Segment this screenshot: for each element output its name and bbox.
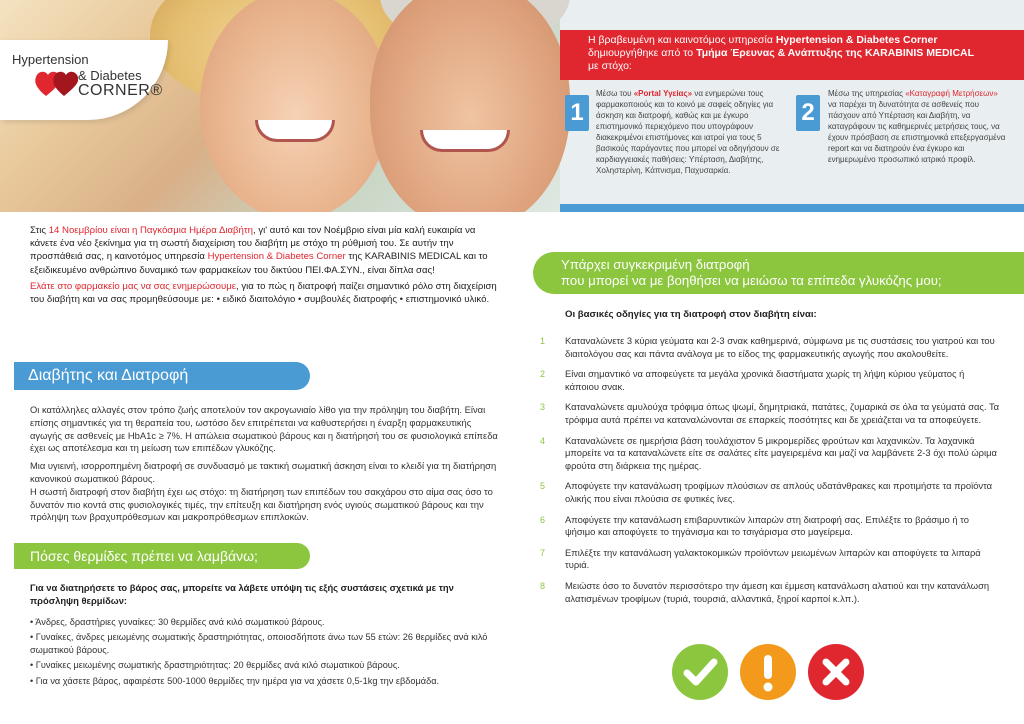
check-icon [672,644,728,700]
list-item: • Άνδρες, δραστήριες γυναίκες: 30 θερμίδες ανά κιλό σωματικού βάρους. [30,617,325,627]
info-box-measurements: Μέσω της υπηρεσίας «Καταγραφή Μετρήσεων» να παρέχει τη δυνατότητα σε ασθενείς που πάσχουν από Υπέρταση και Διαβήτη, να καταγράφουν τις καθημερινές μετρήσεις τους, να έχουν πρόσβαση σε επιστημονικά επεξεργασμένα report και να διατηρούν ένα έγκυρο και ενημερωμένο προσωπικό ιατρικό προφίλ. [828,89,1006,164]
calories-list [30,616,490,690]
list-item: 3 Καταναλώνετε αμυλούχα τρόφιμα όπως ψωμί, δημητριακά, πατάτες, ζυμαρικά σε όλα τα γεύματά σας. Τα τρόφιμα αυτά πρέπει να καταναλώνονται σε επαρκείς ποσότητες και δε χρειάζεται να τα αποφεύγετε. [540,401,1000,425]
guidelines-list [540,335,1000,605]
x-icon [808,644,864,700]
question-banner: Υπάρχει συγκεκριμένη διατροφή που μπορεί να με βοηθήσει να μειώσω τα επίπεδα γλυκόζης μου; [533,252,1024,294]
list-item: 4 Καταναλώνετε σε ημερήσια βάση τουλάχιστον 5 μικρομερίδες φρούτων και λαχανικών. Τα λαχανικά μπορείτε να τα καταναλώνετε είτε σε σαλάτες είτε μαγειρεμένα και μαζί να λαμβάνετε 2-3 όχι πολύ ώριμα φρούτα στη διάρκεια της ημέρας. [540,434,997,471]
list-item: 5 Αποφύγετε την κατανάλωση τροφίμων πλούσιων σε απλούς υδατάνθρακες και προτιμήστε τα προϊόντα ολικής που είναι πλούσια σε φυτικές ίνες. [540,480,993,504]
number-1-badge: 1 [565,95,589,131]
service-banner: Η βραβευμένη και καινοτόμος υπηρεσία Hypertension & Diabetes Corner δημιουργήθηκε από το Τμήμα Έρευνας & Ανάπτυξης της KARABINIS MEDICAL με στόχο: [560,30,1024,80]
list-item: • Για να χάσετε βάρος, αφαιρέστε 500-1000 θερμίδες την ημέρα για να χάσετε 0,5-1kg την εβδομάδα. [30,675,440,686]
guidelines-heading: Οι βασικές οδηγίες για τη διατροφή στον διαβήτη είναι: [565,309,817,320]
logo-line2: & Diabetes [78,68,142,83]
list-item: 1 Καταναλώνετε 3 κύρια γεύματα και 2-3 σνακ καθημερινά, σύμφωνα με τις συστάσεις του γιατρού και του διαιτολόγου σας και πάντα ανάλογα με το είδος της φαρμακευτικής αγωγής που ακολουθείτε. [540,335,995,359]
number-2-badge: 2 [796,95,820,131]
calories-intro: Για να διατηρήσετε το βάρος σας, μπορείτε να λάβετε υπόψη τις εξής συστάσεις σχετικά με την πρόσληψη θερμίδων: [30,582,454,606]
intro-text: Στις 14 Νοεμβρίου είναι η Παγκόσμια Ημέρα Διαβήτη, γι' αυτό και τον Νοέμβριο είναι μία καλή ευκαιρία να κάνετε ένα νέο ξεκίνημα για τη σωστή διαχείριση του διαβήτη με στόχο τη ρύθμισή του. Σε αυτήν την προσπάθειά σας, η καινοτόμος υπηρεσία Hypertension & Diabetes Corner της KARABINIS MEDICAL και το εξειδικευμένο ανθρώπινο δυναμικό των φαρμακείων του δικτύου ΠΕΙ.ΦΑ.ΣΥΝ., είναι δίπλα σας! Ελάτε στο φαρμακείο μας να σας ενημερώσουμε, για το πώς η διατροφή παίζει σημαντικό ρόλο στη διαχείριση του διαβήτη και να σας προμηθεύσουμε με: • ειδικό διαιτολόγιο • συμβουλές διατροφής • επιστημονικό υλικό. [30,225,497,306]
list-item: 7 Επιλέξτε την κατανάλωση γαλακτοκομικών προϊόντων μειωμένων λιπαρών και αποφύγετε τα λιπαρά τυριά. [540,546,981,571]
section-title-diabetes-nutrition: Διαβήτης και Διατροφή [14,362,310,390]
logo-line1: Hypertension [12,52,89,67]
list-item: 2 Είναι σημαντικό να αποφεύγετε τα μεγάλα χρονικά διαστήματα χωρίς τη λήψη κύριου γεύματος ή κάποιου σνακ. [540,368,965,392]
section-body-diabetes-nutrition: Οι κατάλληλες αλλαγές στον τρόπο ζωής αποτελούν τον ακρογωνιαίο λίθο για την πρόληψη του διαβήτη. Είναι επίσης σημαντικές για τη θεραπεία του, ωστόσο δεν επιτρέπεται να καθυστερήσει η έναρξη φαρμακευτικής αγωγής σε ασθενείς με HbA1c ≥ 7%. Η απώλεια σωματικού βάρους και η διατήρησή του σε φυσιολογικά επίπεδα έχει ως αποτέλεσμα και τη μείωση των επιπέδων γλυκόζης. Μια υγιεινή, ισορροπημένη διατροφή σε συνδυασμό με τακτική σωματική άσκηση είναι το κλειδί για τη διατήρηση κανονικού σωματικού βάρους. Η σωστή διατροφή στον διαβήτη έχει ως στόχο: τη διατήρηση των επιπέδων του σακχάρου στο αίμα σας όσο το δυνατόν πιο κοντά στις φυσιολογικές τιμές, την επίτευξη και διατήρηση ενός υγιούς σωματικού βάρους και την πρόληψη των βραχυπρόθεσμων και μακροπρόθεσμων επιπλοκών. [30,404,498,523]
list-item: 8 Μειώστε όσο το δυνατόν περισσότερο την άμεση και έμμεση κατανάλωση αλατιού και την κατανάλωση αλατισμένων τροφίμων (τυριά, τουρσιά, αλλαντικά, ξηροί καρποί κ.λπ.). [540,579,990,604]
list-item: • Γυναίκες μειωμένης σωματικής δραστηριότητας: 20 θερμίδες ανά κιλό σωματικού βάρους. [30,660,400,671]
blue-divider [560,204,1024,212]
exclamation-icon [740,644,796,700]
list-item: • Γυναίκες, άνδρες μειωμένης σωματικής δραστηριότητας, οποιοσδήποτε άνω των 55 ετών: 26 θερμίδες ανά κιλό σωματικού βάρους. [30,632,488,655]
hero-section [0,0,1024,212]
hearts-icon [34,68,78,98]
info-box-portal: Μέσω του «Portal Υγείας» να ενημερώνει τους φαρμακοποιούς και το κοινό με σαφείς οδηγίες για άσκηση και διατροφή, καθώς και με έγκυρο επιστημονικό περιεχόμενο που υπογράφουν διακεκριμένοι επιστήμονες και ιατροί για τους 5 βασικούς παράγοντες που μπορεί να οδηγήσουν σε καρδιαγγειακές παθήσεις: Υπέρταση, Διαβήτης, Χοληστερίνη, Κάπνισμα, Παχυσαρκία. [596,89,780,175]
section-title-calories: Πόσες θερμίδες πρέπει να λαμβάνω; [14,543,310,569]
list-item: 6 Αποφύγετε την κατανάλωση επιβαρυντικών λιπαρών στη διατροφή σας. Επιλέξτε το βράσιμο ή το ψήσιμο και αποφύγετε το τηγάνισμα και το τσιγάρισμα στο μαγείρεμα. [540,513,969,538]
logo-line3: CORNER® [78,82,163,99]
